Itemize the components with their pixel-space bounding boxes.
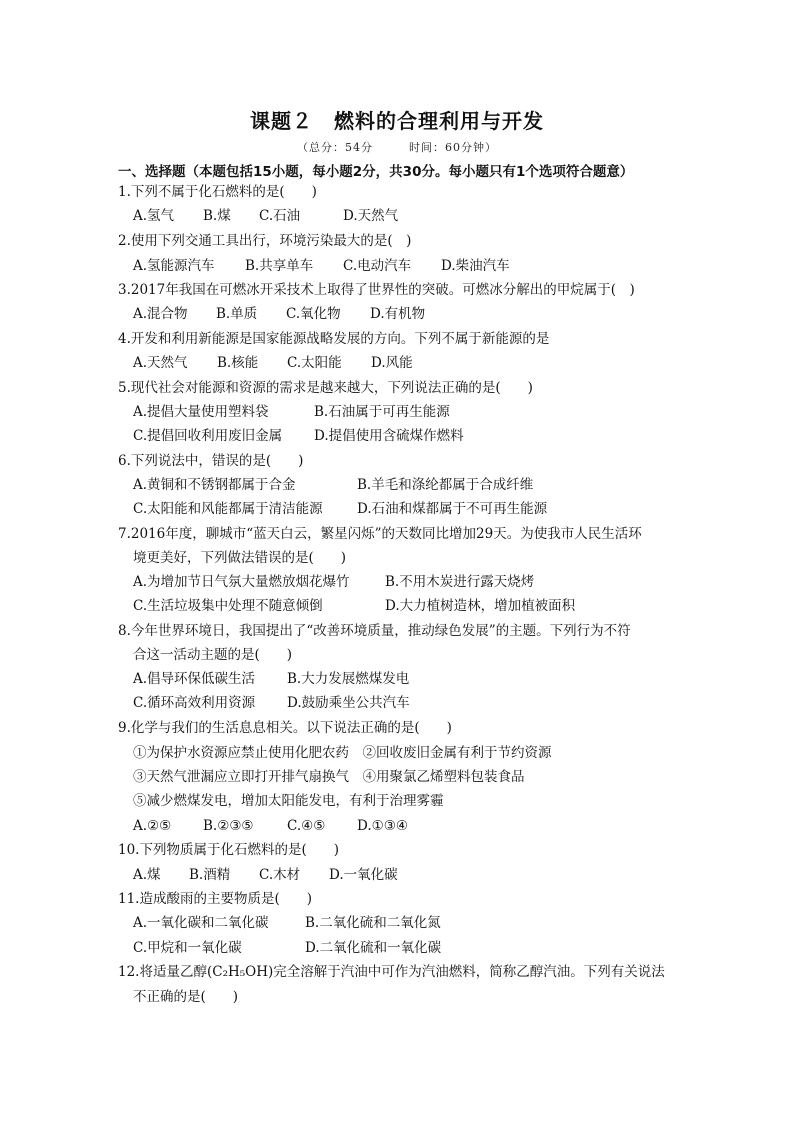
- option-row: [133, 866, 398, 884]
- option: B.煤: [203, 208, 231, 224]
- option: B.②③⑤: [203, 818, 254, 834]
- option: C.木材: [259, 867, 301, 883]
- question-stem: 10.下列物质属于化石燃料的是( ): [118, 842, 340, 858]
- option: D.柴油汽车: [441, 258, 510, 274]
- option: C.太阳能和风能都属于清洁能源: [133, 501, 323, 517]
- option: A.倡导环保低碳生活: [133, 671, 256, 687]
- question-stem: 4.开发和利用新能源是国家能源战略发展的方向。下列不属于新能源的是: [118, 331, 550, 347]
- option-row: [133, 305, 425, 323]
- option: C.石油: [259, 208, 301, 224]
- question-stem: 3.2017年我国在可燃冰开采技术上取得了世界性的突破。可燃冰分解出的甲烷属于( ): [118, 282, 635, 298]
- option-row: [133, 207, 398, 225]
- option: A.②⑤: [133, 818, 172, 834]
- option: D.风能: [371, 355, 413, 371]
- option: D.提倡使用含硫煤作燃料: [314, 428, 464, 444]
- option: C.生活垃圾集中处理不随意倾倒: [133, 598, 323, 614]
- option-row: [133, 573, 534, 591]
- option: A.煤: [133, 867, 161, 883]
- question-stem: 5.现代社会对能源和资源的需求是越来越大，下列说法正确的是( ): [118, 380, 533, 396]
- option-row: [133, 914, 441, 932]
- option: D.大力植树造林，增加植被面积: [385, 598, 576, 614]
- question-stem: 11.造成酸雨的主要物质是( ): [118, 891, 313, 907]
- option: A.一氧化碳和二氧化碳: [133, 915, 269, 931]
- option-row: [133, 500, 547, 518]
- option-row: [133, 939, 441, 957]
- option: A.黄铜和不锈钢都属于合金: [133, 477, 296, 493]
- score-time-info: （总分：54分 时间：60分钟）: [297, 141, 497, 154]
- option: D.一氧化碳: [329, 867, 398, 883]
- option: C.循环高效利用资源: [133, 695, 256, 711]
- question-stem: 1.下列不属于化石燃料的是( ): [118, 184, 317, 200]
- option: C.电动汽车: [343, 258, 412, 274]
- option: A.混合物: [133, 306, 188, 322]
- question-stem: 8.今年世界环境日，我国提出了“改善环境质量，推动绿色发展”的主题。下列行为不符: [118, 623, 631, 639]
- option: B.石油属于可再生能源: [314, 404, 450, 420]
- option-row: [133, 817, 408, 835]
- option: D.天然气: [343, 208, 399, 224]
- question-stem: 7.2016年度，聊城市“蓝天白云，繁星闪烁”的天数同比增加29天。为使我市人民生活环: [118, 526, 642, 542]
- option-row: [133, 694, 410, 712]
- option: B.不用木炭进行露天烧烤: [385, 574, 535, 590]
- option: B.大力发展燃煤发电: [287, 671, 410, 687]
- option: D.鼓励乘坐公共汽车: [287, 695, 410, 711]
- option: C.太阳能: [287, 355, 342, 371]
- question-stem: 6.下列说法中，错误的是( ): [118, 453, 304, 469]
- option: B.核能: [217, 355, 259, 371]
- option: D.有机物: [370, 306, 426, 322]
- option: C.提倡回收利用废旧金属: [133, 428, 283, 444]
- option: A.氢能源汽车: [133, 258, 215, 274]
- option: D.石油和煤都属于不可再生能源: [357, 501, 548, 517]
- option: B.二氧化硫和二氧化氮: [305, 915, 441, 931]
- option: A.天然气: [133, 355, 188, 371]
- question-stem-continued: 不正确的是( ): [133, 989, 239, 1005]
- question-stem-continued: 境更美好，下列做法错误的是( ): [133, 550, 347, 566]
- option-row: [133, 403, 450, 421]
- question-stem: 12.将适量乙醇(C₂H₅OH)完全溶解于汽油中可作为汽油燃料，简称乙醇汽油。下列有关说法: [118, 964, 665, 980]
- statement-line: ①为保护水资源应禁止使用化肥农药 ②回收废旧金属有利于节约资源: [133, 745, 552, 761]
- option-row: [133, 427, 464, 445]
- question-stem-continued: 合这一活动主题的是( ): [133, 647, 293, 663]
- option: B.酒精: [189, 867, 231, 883]
- option-row: [133, 354, 413, 372]
- question-stem: 2.使用下列交通工具出行，环境污染最大的是( ): [118, 233, 412, 249]
- option: D.①③④: [357, 818, 408, 834]
- option: D.二氧化硫和一氧化碳: [305, 940, 442, 956]
- option: A.为增加节日气氛大量燃放烟花爆竹: [133, 574, 350, 590]
- option: A.氢气: [133, 208, 175, 224]
- option: C.④⑤: [287, 818, 326, 834]
- option-row: [133, 257, 510, 275]
- option-row: [133, 597, 575, 615]
- option-row: [133, 476, 533, 494]
- option: B.羊毛和涤纶都属于合成纤维: [357, 477, 534, 493]
- page-title: 课题２ 燃料的合理利用与开发: [250, 109, 544, 133]
- statement-line: ⑤减少燃煤发电，增加太阳能发电，有利于治理雾霾: [133, 793, 444, 809]
- option: B.单质: [216, 306, 258, 322]
- option: A.提倡大量使用塑料袋: [133, 404, 269, 420]
- option-row: [133, 670, 409, 688]
- option: C.氧化物: [286, 306, 341, 322]
- question-stem: 9.化学与我们的生活息息相关。以下说法正确的是( ): [118, 720, 452, 736]
- option: B.共享单车: [245, 258, 314, 274]
- statement-line: ③天然气泄漏应立即打开排气扇换气 ④用聚氯乙烯塑料包装食品: [133, 769, 525, 785]
- section-heading: 一、选择题（本题包括15小题，每小题2分，共30分。每小题只有1个选项符合题意）: [118, 164, 634, 180]
- option: C.甲烷和一氧化碳: [133, 940, 242, 956]
